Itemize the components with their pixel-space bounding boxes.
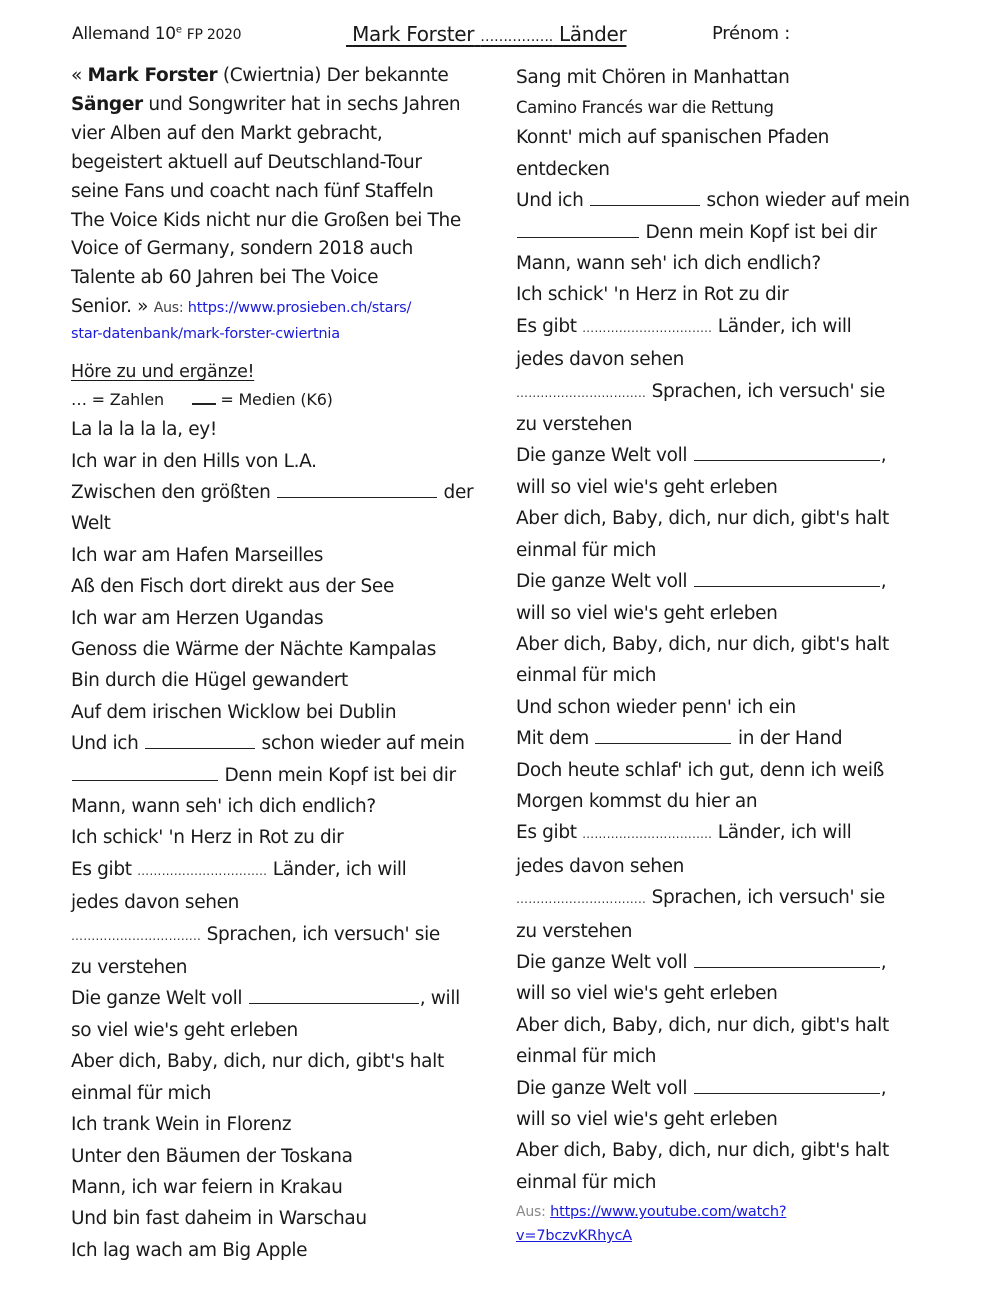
lyric-line: Zwischen den größten der: [71, 481, 474, 503]
number-blank[interactable]: …………………………..: [71, 928, 202, 943]
lyric-line: so viel wie's geht erleben: [71, 1019, 298, 1041]
source-label: Aus:: [153, 300, 184, 317]
lyric-line: Mit dem in der Hand: [516, 728, 843, 750]
lyric-line: entdecken: [516, 158, 610, 180]
lyric-line: Ich schick' 'n Herz in Rot zu dir: [516, 284, 789, 306]
lyric-line: Und ich schon wieder auf mein: [516, 190, 910, 212]
fill-blank[interactable]: [277, 480, 437, 498]
artist-name: Mark Forster: [87, 65, 218, 86]
fill-blank[interactable]: [694, 569, 880, 587]
lyric-line: Ich schick' 'n Herz in Rot zu dir: [71, 827, 344, 849]
number-blank[interactable]: …………………………..: [582, 827, 713, 842]
lyric-line: Die ganze Welt voll ,: [516, 571, 887, 593]
lyric-line: Aber dich, Baby, dich, nur dich, gibt's halt: [71, 1051, 444, 1073]
lyric-line: ………………………….. Sprachen, ich versuch' sie: [516, 380, 885, 402]
lyric-line: einmal für mich: [516, 1171, 657, 1193]
lyric-line: jedes davon sehen: [516, 855, 685, 877]
lyric-line: Aber dich, Baby, dich, nur dich, gibt's halt: [516, 1014, 889, 1036]
lyric-line: Es gibt ………………………….. Länder, ich will: [71, 858, 407, 880]
worksheet-header: [0, 22, 1000, 52]
lyric-line: Ich trank Wein in Florenz: [71, 1114, 292, 1136]
lyric-line: will so viel wie's geht erleben: [516, 1109, 778, 1130]
task-instruction: Höre zu und ergänze!: [71, 362, 255, 383]
lyric-line: Denn mein Kopf ist bei dir: [516, 217, 926, 248]
lyric-line: Mann, wann seh' ich dich endlich?: [516, 253, 821, 275]
lyric-line: Genoss die Wärme der Nächte Kampalas: [71, 639, 437, 660]
lyric-line: jedes davon sehen: [516, 349, 685, 371]
intro-paragraph: « Mark Forster (Cwiertnia) Der bekannte Sänger und Songwriter hat in sechs Jahren vier Alben auf den Markt gebracht, begeistert aktuell auf Deutschland-Tour seine Fans und coacht nach fünf Staffeln The Voice Kids nicht nur die Großen bei The Voice of Germany, sondern 2018 auch Talente ab 60 Jahren bei The Voice Senior. » Aus: https://www.prosieben.ch/stars/ star-datenbank/mark-forster-cwiertnia: [71, 65, 461, 343]
fill-blank[interactable]: [249, 986, 419, 1004]
lyric-line: Aß den Fisch dort direkt aus der See: [71, 576, 394, 598]
number-blank[interactable]: …………………………..: [516, 892, 647, 907]
number-blank[interactable]: …………………………..: [582, 320, 713, 335]
lyric-line: ………………………….. Sprachen, ich versuch' sie: [71, 923, 440, 945]
lyric-line: Ich war am Herzen Ugandas: [71, 607, 324, 629]
video-link-continued[interactable]: v=7bczvKRhycA: [516, 1228, 632, 1245]
worksheet-title: Mark Forster ……………. Länder: [352, 22, 627, 46]
lyric-line: Es gibt ………………………….. Länder, ich will: [516, 315, 852, 337]
lyric-line: einmal für mich: [516, 1046, 657, 1068]
fill-blank[interactable]: [590, 188, 700, 206]
lyric-line: einmal für mich: [516, 665, 657, 687]
lyric-line: Die ganze Welt voll ,: [516, 951, 887, 973]
fill-blank[interactable]: [694, 950, 880, 968]
lyric-line: zu verstehen: [71, 957, 188, 979]
fill-blank[interactable]: [595, 726, 731, 744]
fill-blank[interactable]: [694, 1076, 880, 1094]
lyric-line: ………………………….. Sprachen, ich versuch' sie: [516, 887, 885, 909]
lyric-line: Unter den Bäumen der Toskana: [71, 1145, 353, 1167]
fill-blank[interactable]: [694, 443, 880, 461]
lyric-line: Konnt' mich auf spanischen Pfaden: [516, 127, 830, 149]
lyric-line: Auf dem irischen Wicklow bei Dublin: [71, 701, 397, 723]
lyric-line: Und schon wieder penn' ich ein: [516, 696, 796, 718]
number-blank[interactable]: …………………………..: [137, 863, 268, 878]
number-blank[interactable]: …………………………..: [516, 385, 647, 400]
legend: … = Zahlen = Medien (K6): [71, 390, 333, 410]
lyrics-right: [516, 62, 926, 1248]
source-label: Aus:: [516, 1204, 546, 1221]
lyric-line: Und bin fast daheim in Warschau: [71, 1208, 367, 1230]
lyric-line: Die ganze Welt voll , will: [71, 988, 460, 1010]
lyric-line: Doch heute schlaf' ich gut, denn ich weiß: [516, 759, 884, 781]
lyric-line: Aber dich, Baby, dich, nur dich, gibt's halt: [516, 633, 889, 655]
lyric-line: La la la la la, ey!: [71, 419, 217, 441]
lyric-line: Ich war in den Hills von L.A.: [71, 450, 317, 472]
lyric-line: will so viel wie's geht erleben: [516, 602, 778, 624]
lyric-line: Denn mein Kopf ist bei dir: [71, 760, 481, 791]
video-link[interactable]: https://www.youtube.com/watch?: [550, 1204, 787, 1221]
lyric-line: Camino Francés war die Rettung: [516, 98, 774, 118]
lyrics-left: [71, 414, 481, 1266]
first-name-label: Prénom :: [712, 23, 790, 44]
lyric-line: will so viel wie's geht erleben: [516, 476, 778, 498]
lyric-line: Die ganze Welt voll ,: [516, 445, 887, 467]
lyric-line: Sang mit Chören in Manhattan: [516, 67, 790, 88]
lyric-line: zu verstehen: [516, 920, 633, 942]
lyric-line: jedes davon sehen: [71, 892, 240, 914]
lyric-line: Morgen kommst du hier an: [516, 790, 758, 812]
lyric-line: Aber dich, Baby, dich, nur dich, gibt's halt: [516, 1140, 889, 1162]
lyric-line: Und ich schon wieder auf mein: [71, 733, 465, 755]
blank-sample: [192, 390, 216, 405]
lyric-line: Mann, wann seh' ich dich endlich?: [71, 796, 376, 818]
lyric-line: Ich war am Hafen Marseilles: [71, 544, 324, 566]
lyric-line: zu verstehen: [516, 414, 633, 436]
lyric-line: Welt: [71, 513, 111, 535]
fill-blank[interactable]: [517, 220, 639, 238]
fill-blank[interactable]: [145, 731, 255, 749]
lyric-line: Es gibt ………………………….. Länder, ich will: [516, 822, 852, 844]
lyric-line: Aber dich, Baby, dich, nur dich, gibt's halt: [516, 508, 889, 530]
source-link[interactable]: https://www.prosieben.ch/stars/: [187, 300, 412, 317]
title-blank-dots: …………….: [480, 29, 553, 45]
source-link-continued[interactable]: star-datenbank/mark-forster-cwiertnia: [71, 326, 340, 343]
lyric-line: Die ganze Welt voll ,: [516, 1077, 887, 1099]
lyric-line: einmal für mich: [516, 539, 657, 561]
lyric-line: Mann, ich war feiern in Krakau: [71, 1176, 343, 1198]
lyric-line: Bin durch die Hügel gewandert: [71, 670, 348, 692]
fill-blank[interactable]: [72, 763, 218, 781]
lyric-line: will so viel wie's geht erleben: [516, 983, 778, 1005]
lyric-line: Ich lag wach am Big Apple: [71, 1239, 308, 1261]
lyric-line: einmal für mich: [71, 1082, 212, 1104]
song-source: [516, 1200, 926, 1224]
left-column: [71, 62, 481, 1266]
course-label: Allemand 10e FP 2020: [72, 24, 242, 44]
right-column: [516, 62, 926, 1248]
